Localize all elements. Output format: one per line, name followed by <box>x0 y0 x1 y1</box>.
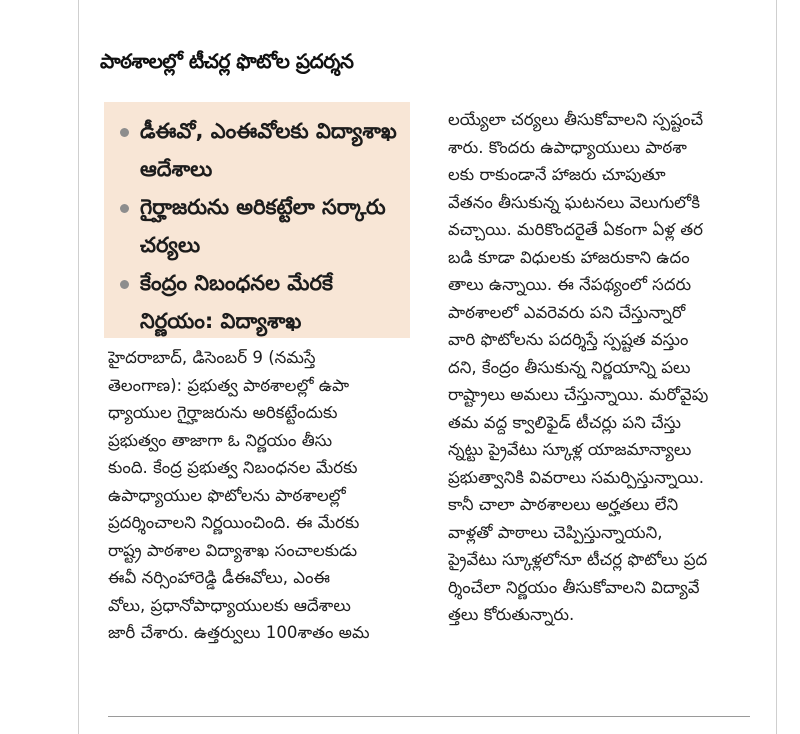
body-line: ఈవీ నర్సింహారెడ్డి డీఈవోలు, ఎంఈ <box>108 568 331 587</box>
body-line: వేతనం తీసుకున్న ఘటనలు వెలుగులోకి <box>448 192 701 212</box>
body-line: బడి కూడా విధులకు హాజరుకాని ఉదం <box>448 247 690 267</box>
highlight-text: గైర్హాజరును అరికట్టేలా సర్కారు చర్యలు <box>140 195 386 257</box>
body-line: తెలంగాణ): ప్రభుత్వ పాఠశాలల్లో ఉపా <box>108 375 350 395</box>
highlight-item <box>120 264 404 340</box>
body-line: లయ్యేలా చర్యలు తీసుకోవాలని స్పష్టంచే <box>448 110 704 129</box>
highlight-text: కేంద్రం నిబంధనల మేరకే నిర్ణయం: విద్యాశాఖ <box>140 271 333 333</box>
body-line: దని, కేంద్రం తీసుకున్న నిర్ణయాన్ని పలు <box>448 357 691 377</box>
highlights-box <box>104 102 410 338</box>
body-line: తమ వద్ద క్వాలిఫైడ్ టీచర్లు పని చేస్తు <box>448 412 682 432</box>
body-line: కుంది. కేంద్ర ప్రభుత్వ నిబంధనల మేరకు <box>108 458 358 477</box>
body-line: త్తలు కోరుతున్నారు. <box>448 605 575 624</box>
bullet-dot-icon <box>120 128 129 137</box>
body-line: లకు రాకుండానే హాజరు చూపుతూ <box>448 165 666 184</box>
body-line: జారీ చేశారు. ఉత్తర్వులు 100శాతం అమ <box>108 623 370 642</box>
body-line: ప్రదర్శించాలని నిర్ణయించింది. ఈ మేరకు <box>108 513 360 532</box>
body-line: ప్రభుత్వం తాజాగా ఓ నిర్ణయం తీసు <box>108 430 333 450</box>
body-line: హైదరాబాద్, డిసెంబర్ 9 (నమస్తే <box>108 348 316 367</box>
frame-right-border <box>776 0 777 734</box>
body-line: వచ్చాయి. మరికొందరైతే ఏకంగా ఏళ్ల తర <box>448 220 704 239</box>
highlight-item <box>120 188 404 264</box>
body-line: వారి ఫొటోలను పదర్శిస్తే స్పష్టత వస్తుం <box>448 330 689 349</box>
article-body-right-column <box>448 106 750 629</box>
body-line: ధ్యాయుల గైర్హాజరును అరికట్టేందుకు <box>108 403 338 422</box>
frame-left-border <box>78 0 79 734</box>
body-line: న్నట్టు ప్రైవేటు స్కూళ్ల యాజమాన్యాలు <box>448 440 692 459</box>
highlights-list <box>104 102 410 340</box>
body-line: ర్శించేలా నిర్ణయం తీసుకోవాలని విద్యావే <box>448 577 700 597</box>
bottom-divider <box>108 716 750 717</box>
body-line: వోలు, ప్రధానోపాధ్యాయులకు ఆదేశాలు <box>108 595 351 615</box>
bullet-dot-icon <box>120 280 129 289</box>
body-line: రాష్ట్రాలు అమలు చేస్తున్నాయి. మరోవైపు <box>448 385 709 404</box>
article-headline: పాఠశాలల్లో టీచర్ల ఫొటోల ప్రదర్శన <box>100 49 354 73</box>
body-line: ప్రైవేటు స్కూళ్లలోనూ టీచర్ల ఫొటోలు ప్రద <box>448 550 708 569</box>
body-line: కానీ చాలా పాఠశాలలు అర్హతలు లేని <box>448 495 679 514</box>
highlight-text: డీఈవో, ఎంఈవోలకు విద్యాశాఖ ఆదేశాలు <box>140 119 397 181</box>
body-line: రాష్ట్ర పాఠశాల విద్యాశాఖ సంచాలకుడు <box>108 540 358 560</box>
body-line: శారు. కొందరు ఉపాధ్యాయులు పాఠశా <box>448 137 687 157</box>
highlight-item <box>120 112 404 188</box>
body-line: ప్రభుత్వానికి వివరాలు సమర్పిస్తున్నాయి. <box>448 467 705 487</box>
bullet-dot-icon <box>120 204 129 213</box>
body-line: తాలు ఉన్నాయి. ఈ నేపథ్యంలో సదరు <box>448 275 692 294</box>
body-line: పాఠశాలలో ఎవరెవరు పని చేస్తున్నారో <box>448 302 686 322</box>
body-line: వాళ్లతో పాఠాలు చెప్పిస్తున్నాయని, <box>448 522 663 542</box>
body-line: ఉపాధ్యాయుల ఫొటోలను పాఠశాలల్లో <box>108 485 346 505</box>
article-body-left-column <box>108 344 410 647</box>
